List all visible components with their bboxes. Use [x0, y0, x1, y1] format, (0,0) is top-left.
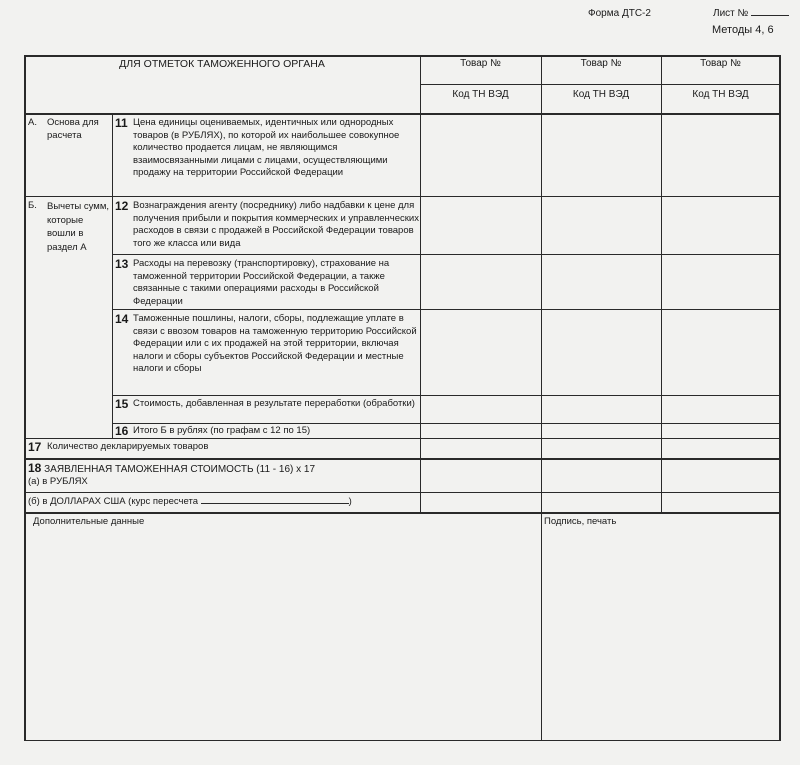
row-15-number: 15 [115, 397, 129, 411]
row-18-rub-line: (а) в РУБЛЯХ [28, 476, 88, 487]
row-17-number: 17 [28, 440, 42, 454]
hs-code-label-1: Код ТН ВЭД [452, 89, 509, 100]
row-18-usd-label: (б) в ДОЛЛАРАХ США (курс пересчета [28, 496, 198, 507]
row-14-text: Таможенные пошлины, налоги, сборы, подлежащие уплате в связи с ввозом товаров на таможенную территорию Российской Федерации или с их продажей на этой территории, включая налоги и сборы субъектов Российской Федерации и местные налоги и сборы [133, 313, 417, 374]
section-a-title: Основа для расчета [47, 117, 99, 141]
form-name: Форма ДТС-2 [588, 8, 651, 19]
section-b-title: Вычеты сумм, которые вошли в раздел А [47, 201, 109, 253]
row-15-text: Стоимость, добавленная в результате переработки (обработки) [133, 398, 415, 409]
section-a-letter: А. [28, 117, 37, 128]
sheet-number-field[interactable] [751, 15, 789, 16]
goods-number-label-1: Товар № [460, 58, 501, 69]
signature-area[interactable] [542, 514, 779, 740]
row-13-number: 13 [115, 257, 129, 271]
row-11-goods-2-cell[interactable] [542, 114, 661, 196]
goods-number-label-3: Товар № [700, 58, 741, 69]
row-11-goods-3-cell[interactable] [662, 114, 779, 196]
exchange-rate-field[interactable] [201, 503, 349, 504]
customs-marks-heading: ДЛЯ ОТМЕТОК ТАМОЖЕННОГО ОРГАНА [119, 58, 325, 70]
sheet-number-label [713, 8, 789, 19]
row-13-text: Расходы на перевозку (транспортировку), страхование на таможенной территории Российской Федерации, а также связанные с такими операциями расходы в Российской Федерации [133, 258, 390, 307]
row-18-number: 18 [28, 461, 42, 475]
row-11-text: Цена единицы оцениваемых, идентичных или однородных товаров (в РУБЛЯХ), по которой их наибольшее совокупное количество продается лицам, не являющимся взаимосвязанными лицами с лицами, осуществляющими продажу на территории Российской Федерации [133, 117, 400, 178]
row-11-goods-1-cell[interactable] [421, 114, 541, 196]
hs-code-label-3: Код ТН ВЭД [692, 89, 749, 100]
row-16-number: 16 [115, 424, 129, 438]
additional-data-label: Дополнительные данные [33, 516, 145, 527]
row-18-title: ЗАЯВЛЕННАЯ ТАМОЖЕННАЯ СТОИМОСТЬ [44, 464, 254, 475]
row-16-text: Итого Б в рублях (по графам с 12 по 15) [133, 425, 311, 436]
goods-number-label-2: Товар № [580, 58, 622, 69]
row-12-number: 12 [115, 199, 129, 213]
row-14-number: 14 [115, 312, 129, 326]
row-12-text: Вознаграждения агенту (посреднику) либо надбавки к цене для получения прибыли и покрытия коммерческих и управленческих расходов в связи с продажей в Российской Федерации товаров того же класса или вида [133, 200, 419, 249]
row-18-formula: (11 - 16) х 17 [256, 464, 316, 475]
sheet-label: Лист № [713, 8, 749, 19]
row-18-usd-line [28, 496, 418, 509]
methods-label: Методы 4, 6 [712, 24, 774, 36]
additional-data-area[interactable] [25, 514, 541, 740]
row-18-usd-close: ) [348, 496, 352, 507]
signature-label: Подпись, печать [544, 516, 617, 527]
section-b-letter: Б. [28, 200, 37, 211]
row-17-text: Количество декларируемых товаров [47, 441, 209, 452]
hs-code-label-2: Код ТН ВЭД [572, 89, 630, 100]
row-18-heading [28, 462, 418, 477]
row-11-number: 11 [115, 116, 128, 130]
